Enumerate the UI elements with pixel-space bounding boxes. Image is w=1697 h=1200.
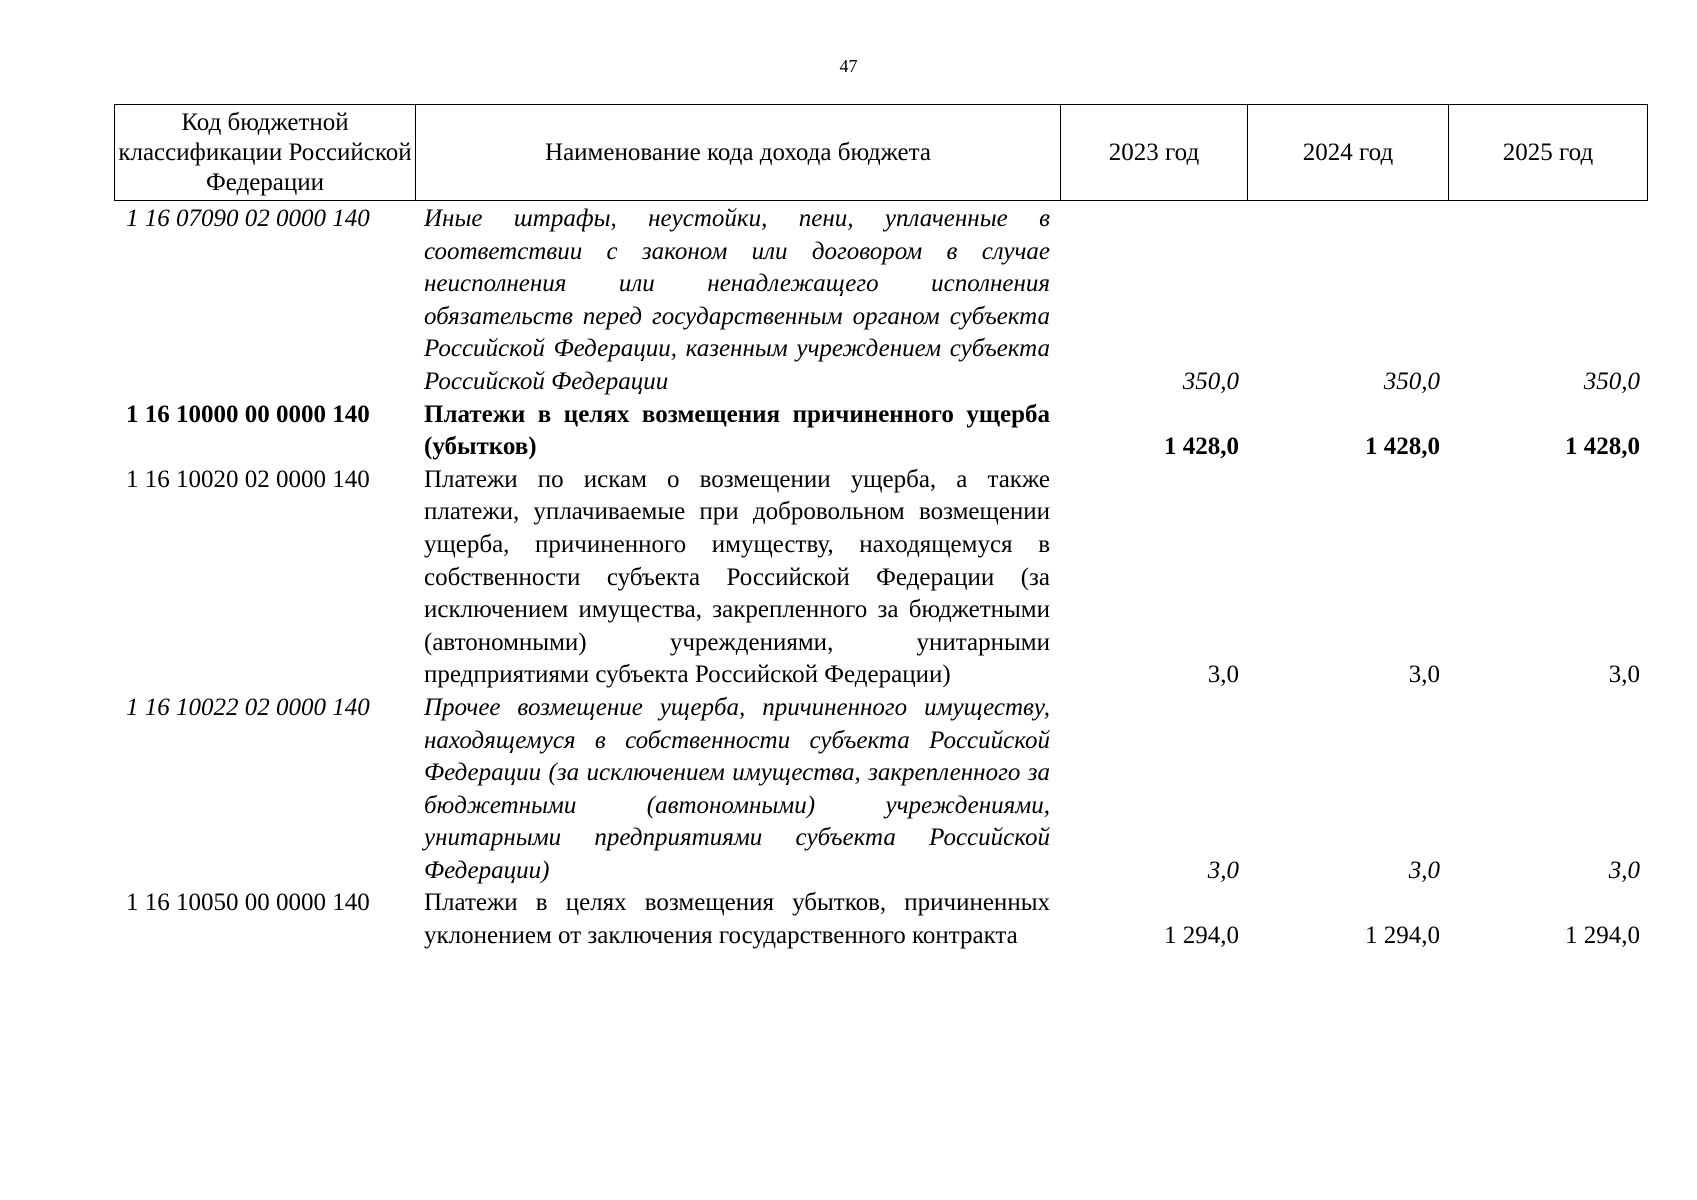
table-body [114, 203, 1648, 953]
income-name: Платежи в целях возмещения убытков, причиненных уклонением от заключения государственного контракта [424, 889, 1050, 950]
table-header [114, 104, 1648, 201]
value-2023: 3,0 [1207, 661, 1239, 689]
value-2023: 1 294,0 [1164, 922, 1239, 950]
budget-code: 1 16 10050 00 0000 140 [126, 889, 370, 917]
value-2025: 1 428,0 [1565, 433, 1640, 461]
table-row [114, 464, 1648, 692]
value-2025: 350,0 [1583, 367, 1640, 395]
budget-code: 1 16 10000 00 0000 140 [126, 400, 370, 428]
value-2024: 3,0 [1408, 661, 1440, 689]
table-row [114, 399, 1648, 464]
income-name: Платежи в целях возмещения причиненного ущерба (убытков) [424, 400, 1050, 461]
value-2024: 3,0 [1408, 856, 1440, 884]
column-header-code: Код бюджетной классификации Российской Федерации [115, 105, 416, 200]
value-2023: 1 428,0 [1164, 433, 1239, 461]
value-2024: 1 294,0 [1365, 922, 1440, 950]
budget-code: 1 16 10020 02 0000 140 [126, 465, 370, 493]
column-header-name: Наименование кода дохода бюджета [416, 105, 1061, 200]
value-2024: 350,0 [1383, 367, 1440, 395]
column-header-2024: 2024 год [1248, 105, 1449, 200]
column-header-2025: 2025 год [1502, 138, 1594, 166]
value-2024: 1 428,0 [1365, 433, 1440, 461]
column-header-2023: 2023 год [1061, 105, 1248, 200]
value-2025: 1 294,0 [1565, 922, 1640, 950]
income-name: Иные штрафы, неустойки, пени, уплаченные в соответствии с законом или договором в случае неисполнения или ненадлежащего исполнения обязательств перед государственным органом субъекта Российской Федерации, казенным учреждением субъекта Российской Федерации [424, 205, 1050, 395]
table-row [114, 887, 1648, 952]
value-2023: 350,0 [1182, 367, 1239, 395]
value-2025: 3,0 [1608, 661, 1640, 689]
table-row [114, 692, 1648, 888]
value-2025: 3,0 [1608, 856, 1640, 884]
budget-code: 1 16 07090 02 0000 140 [126, 205, 370, 232]
page-number: 47 [839, 56, 858, 76]
income-name: Платежи по искам о возмещении ущерба, а также платежи, уплачиваемые при добровольном возмещении ущерба, причиненного имуществу, находящемуся в собственности субъекта Российской Федерации (за исключением имущества, закрепленного за бюджетными (автономными) учреждениями, унитарными предприятиями субъекта Российской Федерации) [424, 465, 1050, 689]
table-row [114, 203, 1648, 399]
budget-code: 1 16 10022 02 0000 140 [126, 693, 370, 721]
value-2023: 3,0 [1207, 856, 1239, 884]
income-name: Прочее возмещение ущерба, причиненного имуществу, находящемуся в собственности субъекта Российской Федерации (за исключением имущества, закрепленного за бюджетными (автономными) учреждениями, унитарными предприятиями субъекта Российской Федерации) [424, 693, 1050, 884]
